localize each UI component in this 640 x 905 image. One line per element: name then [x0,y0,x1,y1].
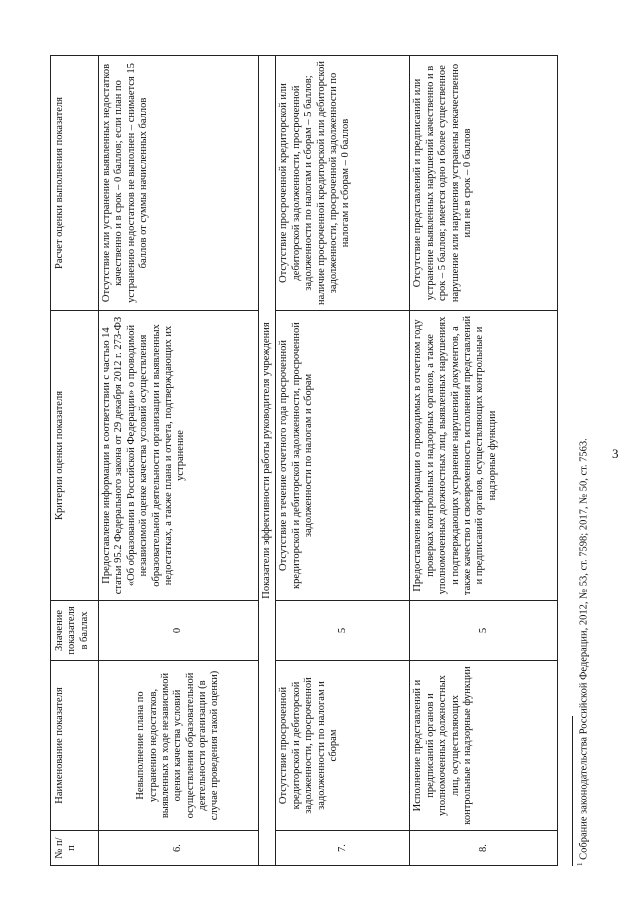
row-7-calc: Отсутствие просроченной кредиторской или дебиторской задолженности, просроченной задолженности по налогам и сборам – 5 баллов; наличие просроченной кредиторской или дебиторской задолженности, просроченной задолженности по налогам и сборам – 0 баллов [276,56,410,311]
row-6-criteria: Предоставление информации в соответствии с частью 14 статьи 95.2 Федерального закона от 29 декабря 2012 г. 273-ФЗ «Об образовании в Российской Федерации» о проводимой независимой оценке качества условий осуществления образовательной деятельности организации и выявленных недостатках, а также плана и отчета, подтверждающих их устранение [99,311,259,601]
table-row-7 [276,56,410,866]
header-name: Наименование показателя [51,661,99,831]
table-row-6 [99,56,259,866]
row-8-criteria: Предоставление информации о проводимых в отчетном году проверках контрольных и надзорных органов, а также уполномоченных должностных лиц, выявленных нарушениях и подтверждающих устранение нарушений документов, а также качество и своевременность исполнения представлений и предписаний органов, осуществляющих контрольные и надзорные функции [410,311,558,601]
row-7-name: Отсутствие просроченной кредиторской и дебиторской задолженности, просроченной задолженности по налогам и сборам [276,661,410,831]
row-8-num: 8. [410,831,558,866]
page-number: 3 [612,446,619,461]
indicators-table [50,55,558,866]
row-6-score: 0 [99,601,259,661]
section-row [259,56,276,866]
row-6-num: 6. [99,831,259,866]
footnote-text: Собрание законодательства Российской Федерации, 2012, № 53, ст. 7598; 2017, № 50, ст. 7563. [578,438,590,863]
row-7-num: 7. [276,831,410,866]
row-8-calc: Отсутствие представлений и предписаний или устранение выявленных нарушений качественно и в срок – 5 баллов; имеется одно и более существенное нарушение или нарушения устранены некачественно или не в срок – 0 баллов [410,56,558,311]
section-title: Показатели эффективности работы руководителя учреждения [259,56,276,866]
row-8-name: Исполнение представлений и предписаний органов и уполномоченных должностных лиц, осуществляющих контрольные и надзорные функции [410,661,558,831]
footnote-mark: 1 [576,862,584,866]
row-7-criteria: Отсутствие в течение отчетного года просроченной кредиторской и дебиторской задолженности, просроченной задолженности по налогам и сборам [276,311,410,601]
header-criteria: Критерии оценки показателя [51,311,99,601]
header-num: № п/п [51,831,99,866]
row-6-name: Невыполнение плана по устранению недостатков, выявленных в ходе независимой оценки качества условий осуществления образовательной деятельности организации (в случае проведения такой оценки) [99,661,259,831]
table-row-8 [410,56,558,866]
header-calc: Расчет оценки выполнения показателя [51,56,99,311]
row-7-score: 5 [276,601,410,661]
row-6-calc: Отсутствие или устранение выявленных недостатков качественно и в срок – 0 баллов; если план по устранению недостатков не выполнен – снимается 15 баллов от суммы начисленных баллов [99,56,259,311]
row-8-score: 5 [410,601,558,661]
footnote [576,438,590,866]
header-score: Значение показателя в баллах [51,601,99,661]
rotated-document-content [50,56,605,866]
footnote-separator [572,716,573,866]
table-header-row [51,56,99,866]
